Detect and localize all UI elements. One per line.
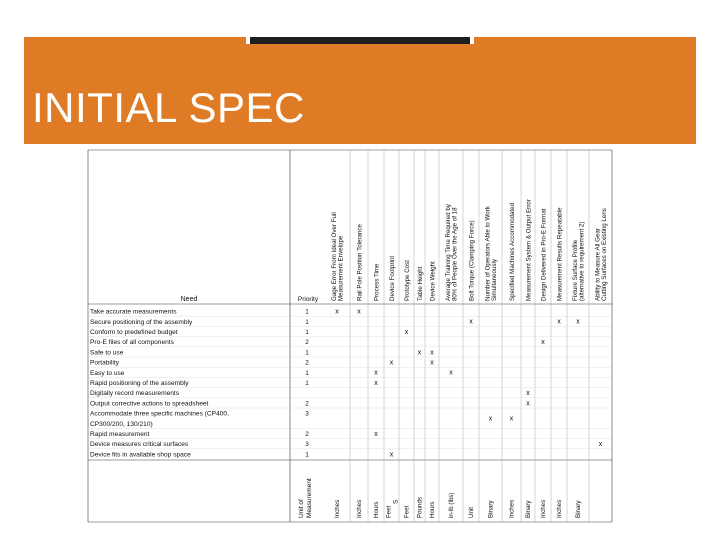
- relation-mark: x: [509, 415, 514, 423]
- relation-mark: x: [449, 369, 453, 377]
- need-label: Output corrective actions to spreadsheet: [90, 400, 209, 408]
- metric-header: Bolt Torque (Clamping Force): [468, 220, 476, 301]
- metric-header: Specified Machines Accommodated: [508, 202, 516, 301]
- relation-mark: x: [526, 390, 530, 398]
- relation-mark: x: [430, 349, 434, 357]
- priority-value: 1: [305, 380, 309, 387]
- unit-label: Binary: [487, 500, 495, 518]
- metric-header: Average Training Time Required by: [444, 204, 452, 301]
- priority-value: 2: [305, 400, 309, 408]
- metric-header: Measurement Results Repeatable: [556, 207, 564, 301]
- need-label: Device fits in available shop space: [90, 451, 191, 459]
- relation-mark: x: [374, 379, 378, 387]
- relation-mark: x: [557, 318, 561, 326]
- need-label: Take accurate measurements: [90, 308, 177, 316]
- relation-mark: x: [417, 349, 422, 357]
- unit-label: Binary: [525, 500, 533, 518]
- metric-header: Number of Operators Able to Work: [484, 206, 492, 301]
- metric-header: Device Weight: [429, 261, 437, 301]
- relation-mark: x: [488, 415, 493, 423]
- priority-value: 2: [305, 339, 309, 347]
- priority-value: 1: [305, 329, 309, 336]
- unit-label: Inches: [356, 499, 364, 518]
- unit-label: S: [392, 499, 400, 504]
- need-label: Rapid measurement: [90, 431, 150, 438]
- need-label: Accommodate three specific machines (CP400,: [90, 410, 229, 418]
- relation-mark: x: [374, 369, 378, 377]
- slide-title: INITIAL SPEC: [32, 84, 305, 131]
- priority-value: 1: [305, 308, 309, 316]
- need-label: Easy to use: [90, 369, 125, 377]
- priority-value: 1: [305, 451, 309, 459]
- need-label: Portability: [90, 359, 119, 367]
- need-header: Need: [180, 296, 198, 303]
- metric-header: Prototype Cost: [403, 260, 411, 301]
- unit-label: Feet: [385, 505, 393, 518]
- relation-mark: x: [389, 451, 394, 459]
- need-label: Rapid positioning of the assembly: [90, 380, 189, 387]
- metric-header: Rail Pole Position Tolerance: [356, 224, 364, 301]
- priority-value: 1: [305, 369, 309, 377]
- unit-label: Binary: [575, 500, 583, 518]
- metric-header: Device Footprint: [388, 255, 396, 301]
- unit-label: Hours: [429, 501, 437, 518]
- unit-header: Unit of: [298, 499, 305, 518]
- relation-mark: x: [469, 318, 473, 326]
- unit-label: Pounds: [416, 497, 424, 518]
- priority-value: 3: [305, 441, 309, 449]
- need-label: Secure positioning of the assembly: [90, 318, 193, 326]
- metric-header: Ability to Measure All Gear: [594, 228, 602, 301]
- relation-mark: x: [541, 339, 545, 347]
- unit-label: Feet: [403, 505, 411, 518]
- relation-mark: x: [576, 318, 580, 326]
- priority-value: 1: [305, 318, 309, 326]
- need-label: Digitally record measurements: [90, 390, 180, 398]
- unit-label: Inches: [508, 499, 516, 518]
- need-label: Safe to use: [90, 349, 124, 357]
- unit-header: Measurement: [306, 478, 313, 518]
- priority-value: 3: [305, 410, 309, 418]
- priority-value: 2: [305, 431, 309, 438]
- metric-header: Cutting Surfaces on Existing Lens: [601, 208, 609, 301]
- metric-header: Process Time: [373, 263, 381, 301]
- metric-header: (alternative to requirement 2): [578, 221, 586, 301]
- relation-mark: x: [357, 308, 361, 316]
- relation-mark: x: [335, 308, 339, 316]
- relation-mark: x: [374, 430, 378, 438]
- metric-header: Fixture Surface Profile: [571, 239, 579, 301]
- metric-header: Measurement Envelope: [337, 235, 345, 301]
- priority-value: 2: [305, 359, 309, 367]
- need-label: Pro-E files of all components: [90, 339, 174, 347]
- unit-label: in-lb (lbs): [448, 492, 456, 518]
- metric-header: Measurement System & Output Error: [525, 199, 533, 301]
- priority-header: Priority: [297, 296, 319, 303]
- relation-mark: x: [404, 328, 409, 336]
- metric-header: 80% of People Over the Age of 18: [451, 207, 459, 301]
- need-label: Device measures critical surfaces: [90, 441, 189, 449]
- relation-mark: x: [430, 359, 434, 367]
- metric-header: Design Delivered in Pro-E Format: [540, 208, 548, 301]
- metric-header: Gage Error From Ideal Over Full: [330, 212, 338, 301]
- metric-header: Table Height: [416, 266, 424, 301]
- unit-label: Unit: [468, 506, 476, 518]
- unit-label: Inches: [540, 499, 548, 518]
- relation-mark: x: [598, 441, 603, 449]
- relation-mark: x: [526, 400, 530, 408]
- need-label: CP300/200, 130/210): [90, 420, 153, 428]
- metric-header: Simultaneously: [491, 259, 499, 301]
- priority-value: 1: [305, 349, 309, 357]
- unit-label: Hours: [373, 501, 381, 518]
- relation-mark: x: [389, 359, 394, 367]
- unit-label: Inches: [556, 499, 564, 518]
- need-label: Conform to predefined budget: [90, 329, 178, 336]
- unit-label: Inches: [334, 499, 342, 518]
